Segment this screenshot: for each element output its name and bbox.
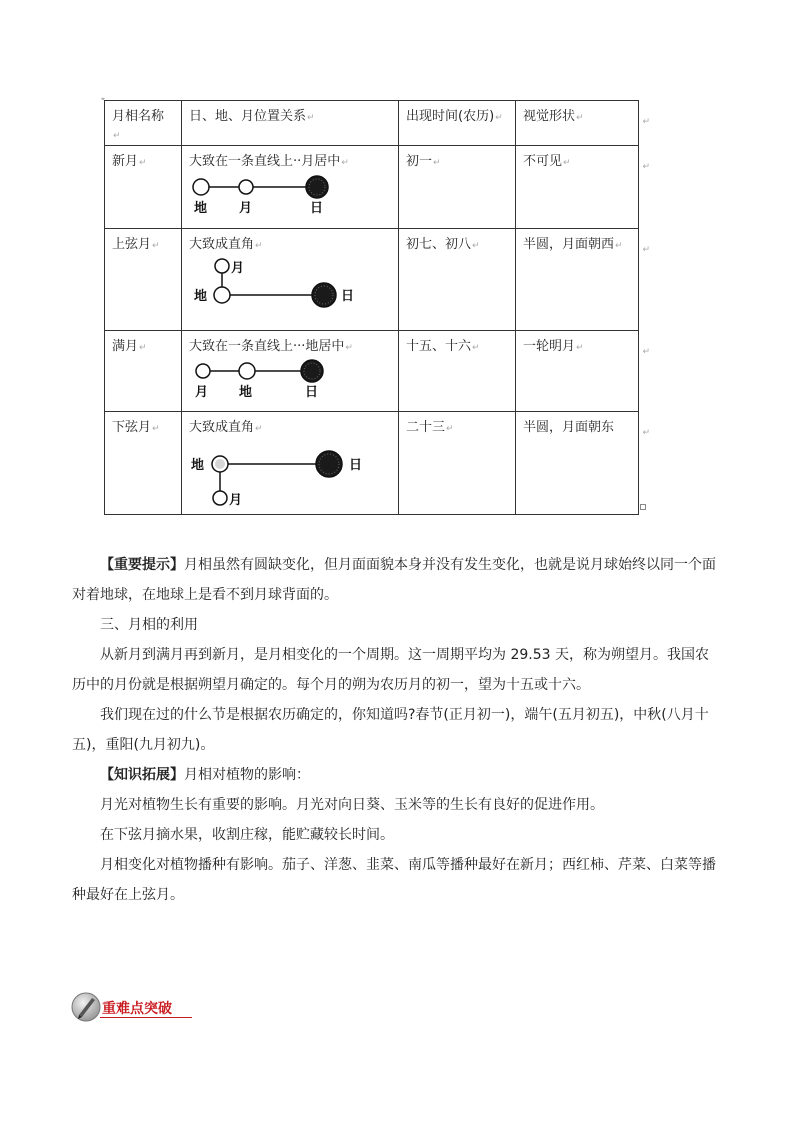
phase-name: 满月↵ — [105, 331, 182, 412]
table-row — [105, 146, 639, 229]
phase-name: 新月↵ — [105, 146, 182, 229]
badge-label: 重难点突破 — [102, 1001, 172, 1017]
section-heading: 三、月相的利用 — [100, 617, 198, 633]
header-cell: 出现时间(农历)↵ — [399, 101, 516, 146]
key-points-badge — [70, 990, 200, 1024]
phase-relation: 大致在一条直线上··月居中↵ 地 月 日 — [182, 146, 399, 229]
first-quarter-diagram — [189, 255, 389, 323]
phase-name: 下弦月↵ — [105, 412, 182, 515]
paragraph: 从新月到满月再到新月，是月相变化的一个周期。这一周期平均为 29.53 天，称为朔望月。我国农历中的月份就是根据朔望月确定的。每个月的朔为农历月的初一，望为十五或十六。 — [72, 647, 709, 693]
moon-label: 月 — [239, 201, 253, 216]
phase-relation: 大致在一条直线上···地居中↵ 月 地 日 — [182, 331, 399, 412]
paragraph: 月相变化对植物播种有影响。茄子、洋葱、韭菜、南瓜等播种最好在新月；西红柿、芹菜、白菜等播种最好在上弦月。 — [72, 857, 716, 903]
moon-label: 月 — [229, 493, 243, 508]
tip-label: 【重要提示】 — [100, 557, 184, 573]
header-cell: 视觉形状↵ ↵ — [516, 101, 639, 146]
last-quarter-diagram — [189, 438, 389, 508]
phase-time: 初七、初八↵ — [399, 229, 516, 331]
phase-time: 初一↵ — [399, 146, 516, 229]
earth-label: 地 — [194, 289, 208, 304]
extension-heading: 【知识拓展】月相对植物的影响： — [100, 767, 310, 783]
table-header-row — [105, 101, 639, 146]
earth-label: 地 — [194, 201, 208, 216]
header-cell: 日、地、月位置关系↵ — [182, 101, 399, 146]
phase-shape: 半圆，月面朝东 ↵ — [516, 412, 639, 515]
badge-underline — [100, 1017, 192, 1018]
moon-phase-table — [104, 100, 650, 515]
phase-relation: 大致成直角↵ 地 日 月 — [182, 412, 399, 515]
tip-paragraph — [72, 550, 722, 610]
phase-time: 二十三↵ — [399, 412, 516, 515]
body-text — [72, 550, 722, 910]
sun-label: 日 — [310, 201, 324, 216]
table-row — [105, 331, 639, 412]
sun-label: 日 — [305, 385, 319, 400]
table-row — [105, 412, 639, 515]
phase-shape: 不可见↵ ↵ — [516, 146, 639, 229]
tip-body: 月相虽然有圆缺变化，但月面面貌本身并没有发生变化，也就是说月球始终以同一个面对着地球，在地球上是看不到月球背面的。 — [72, 557, 716, 603]
phase-relation: 大致成直角↵ 月 地 日 — [182, 229, 399, 331]
paragraph: 月光对植物生长有重要的影响。月光对向日葵、玉米等的生长有良好的促进作用。 — [100, 797, 604, 813]
paragraph: 我们现在过的什么节是根据农历确定的，你知道吗?春节(正月初一)，端午(五月初五)，中秋(八月十五)，重阳(九月初九)。 — [72, 707, 709, 753]
table-row — [105, 229, 639, 331]
phase-shape: 一轮明月↵ ↵ — [516, 331, 639, 412]
phase-shape: 半圆，月面朝西↵ ↵ — [516, 229, 639, 331]
paragraph: 在下弦月摘水果，收割庄稼，能贮藏较长时间。 — [100, 827, 394, 843]
new-moon-diagram — [189, 172, 389, 220]
pen-icon — [70, 990, 102, 1024]
moon-label: 月 — [195, 385, 209, 400]
phase-time: 十五、十六↵ — [399, 331, 516, 412]
sun-label: 日 — [349, 458, 363, 473]
full-moon-diagram — [189, 357, 389, 403]
table-anchor-mark: ⌖ — [101, 95, 105, 103]
header-cell: 月相名称 ↵ — [105, 101, 182, 146]
table-resize-handle — [640, 504, 646, 510]
earth-label: 地 — [239, 385, 253, 400]
phase-name: 上弦月↵ — [105, 229, 182, 331]
sun-label: 日 — [341, 289, 355, 304]
moon-label: 月 — [231, 261, 245, 276]
earth-label: 地 — [191, 458, 205, 473]
